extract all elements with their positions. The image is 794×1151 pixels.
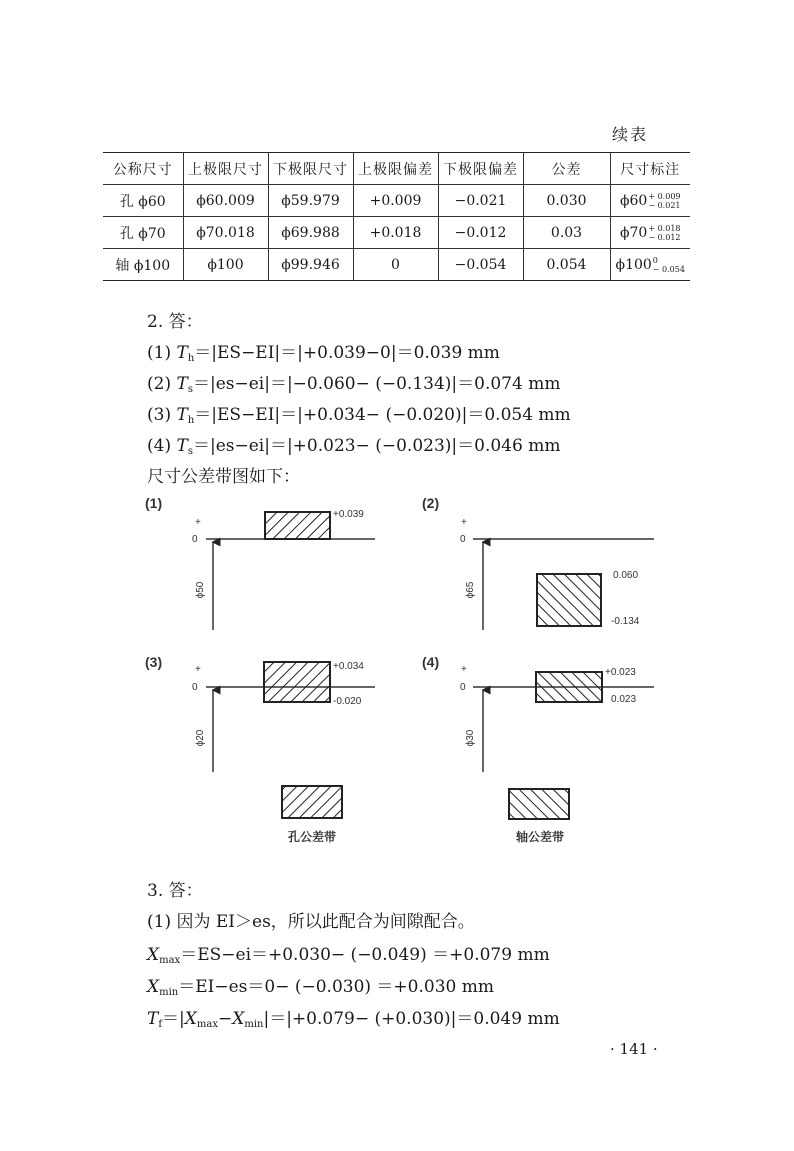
answer3-xmax: $X_{max}=ES-ei=+0.030- (-0.049) =+0.079$ mm [147, 945, 550, 966]
page-number: · 141 · [610, 1040, 658, 1058]
table-header-row [103, 153, 690, 185]
answer2-line-4: (4) $T_s=|es-ei|=|+0.023- (-0.023)|=0.046$ mm [147, 436, 561, 457]
cell-tolerance: 0.03 [523, 217, 610, 249]
header-upper-deviation: 上极限偏差 [353, 153, 438, 185]
mark-base: ϕ100 [615, 256, 652, 273]
header-upper-size: 上极限尺寸 [183, 153, 268, 185]
plus-sign: + [195, 517, 201, 528]
diagram-panel-2 [422, 495, 654, 630]
plus-sign: + [195, 664, 201, 675]
lower-deviation-label: 0.023 [611, 694, 637, 705]
nominal-size-label: ϕ50 [195, 581, 206, 599]
plus-sign: + [461, 664, 467, 675]
answer2-line-2: (2) $T_s=|es-ei|=|-0.060- (-0.134)|=0.074$ mm [147, 374, 561, 395]
mark-deviations [648, 192, 680, 210]
cell-upper-deviation: +0.018 [353, 217, 438, 249]
answer3-tf: $T_f=|X_{max}-X_{min}|=|+0.079- (+0.030)|=0.049$ mm [147, 1009, 560, 1030]
header-dimension-mark: 尺寸标注 [610, 153, 690, 185]
answer2-heading: 2. 答： [147, 312, 203, 332]
lower-deviation-label: -0.134 [611, 616, 640, 627]
cell-upper-size: ϕ60.009 [183, 185, 268, 217]
mark-lower: − 0.054 [652, 264, 685, 274]
cell-upper-size: ϕ100 [183, 249, 268, 281]
diagram-panel-4 [422, 654, 654, 772]
answer3-heading: 3. 答： [147, 881, 203, 901]
mark-deviations [648, 224, 680, 242]
mark-upper: 0 [652, 255, 658, 265]
shaft-zone [537, 574, 601, 626]
cell-lower-deviation: −0.012 [438, 217, 523, 249]
cell-nominal: 轴 ϕ100 [103, 249, 183, 281]
nominal-size-label: ϕ30 [465, 729, 476, 747]
cell-lower-deviation: −0.021 [438, 185, 523, 217]
table-row [103, 217, 690, 249]
nominal-size-label: ϕ20 [195, 729, 206, 747]
hole-zone-swatch [282, 786, 342, 818]
mark-upper: + 0.018 [648, 223, 681, 233]
panel-label: (4) [422, 654, 440, 670]
zero-label: 0 [460, 682, 466, 693]
cell-dimension-mark [610, 217, 690, 249]
cell-lower-size: ϕ99.946 [268, 249, 353, 281]
mark-lower: − 0.021 [648, 200, 681, 210]
shaft-zone [536, 672, 602, 702]
diagram-panel-3 [145, 654, 375, 772]
nominal-size-label: ϕ65 [465, 581, 476, 599]
mark-deviations [653, 256, 685, 274]
tolerance-zone-diagrams [140, 490, 660, 850]
header-tolerance: 公差 [523, 153, 610, 185]
upper-deviation-label: 0.060 [613, 570, 639, 581]
cell-upper-size: ϕ70.018 [183, 217, 268, 249]
header-lower-deviation: 下极限偏差 [438, 153, 523, 185]
zero-label: 0 [192, 534, 198, 545]
hole-zone [264, 662, 330, 702]
cell-lower-deviation: −0.054 [438, 249, 523, 281]
panel-label: (2) [422, 495, 440, 511]
upper-deviation-label: +0.034 [333, 661, 364, 672]
zero-label: 0 [192, 682, 198, 693]
lower-deviation-label: -0.020 [333, 696, 362, 707]
shaft-zone-swatch [509, 789, 569, 819]
answer3-xmin: $X_{min}=EI-es=0- (-0.030) =+0.030$ mm [147, 977, 494, 998]
hole-zone [265, 512, 330, 539]
cell-dimension-mark [610, 185, 690, 217]
cell-upper-deviation: 0 [353, 249, 438, 281]
diagram-legend [282, 786, 569, 844]
tolerance-table [103, 152, 690, 281]
panel-label: (3) [145, 654, 163, 670]
panel-label: (1) [145, 495, 163, 511]
hole-zone-legend-label: 孔公差带 [287, 830, 337, 844]
table-row [103, 185, 690, 217]
plus-sign: + [461, 517, 467, 528]
table-row [103, 249, 690, 281]
continued-label: 续表 [612, 125, 649, 144]
cell-dimension-mark [610, 249, 690, 281]
cell-tolerance: 0.030 [523, 185, 610, 217]
cell-lower-size: ϕ59.979 [268, 185, 353, 217]
cell-upper-deviation: +0.009 [353, 185, 438, 217]
upper-deviation-label: +0.039 [333, 509, 364, 520]
cell-tolerance: 0.054 [523, 249, 610, 281]
mark-base: ϕ60 [619, 192, 648, 209]
answer2-line-1: (1) $T_h=|ES-EI|=|+0.039-0|=0.039$ mm [147, 343, 500, 364]
diagram-panel-1 [145, 495, 375, 630]
answer3-line-1: (1) 因为 EI＞es，所以此配合为间隙配合。 [147, 912, 475, 932]
cell-lower-size: ϕ69.988 [268, 217, 353, 249]
upper-deviation-label: +0.023 [605, 667, 636, 678]
mark-base: ϕ70 [619, 224, 648, 241]
mark-upper: + 0.009 [648, 191, 681, 201]
zero-label: 0 [460, 534, 466, 545]
answer2-line-3: (3) $T_h=|ES-EI|=|+0.034- (-0.020)|=0.054$ mm [147, 405, 571, 426]
header-nominal: 公称尺寸 [103, 153, 183, 185]
shaft-zone-legend-label: 轴公差带 [515, 830, 565, 844]
mark-lower: − 0.012 [648, 232, 681, 242]
cell-nominal: 孔 ϕ70 [103, 217, 183, 249]
header-lower-size: 下极限尺寸 [268, 153, 353, 185]
cell-nominal: 孔 ϕ60 [103, 185, 183, 217]
diagram-intro: 尺寸公差带图如下： [147, 467, 300, 487]
